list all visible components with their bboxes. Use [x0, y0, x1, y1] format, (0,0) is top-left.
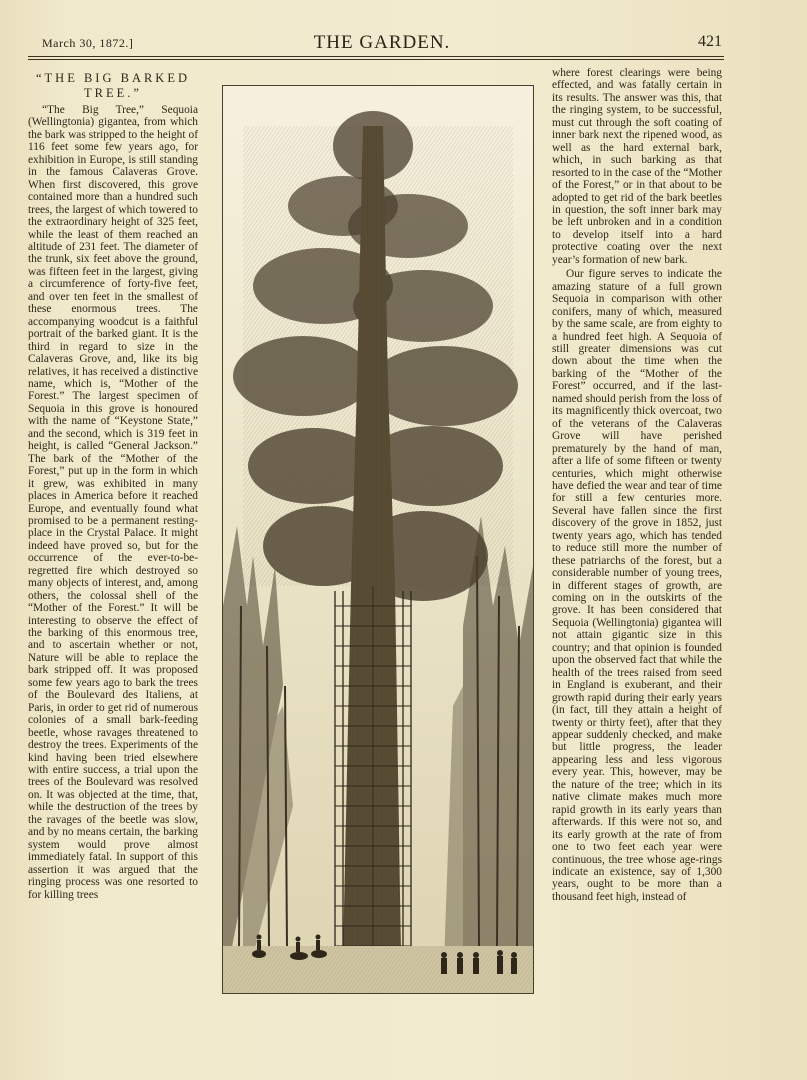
engraving-drawing: [223, 86, 533, 993]
right-paragraph-2: Our figure serves to indicate the amazing stature of a full grown Sequoia in comparison with other conifers, many of which, measured by the same scale, are from eighty to a hundred feet high. A Sequoia of still greater dimensions was cut down about the time when the barking of the “Mother of the Forest” occurred, and if the last-named should perish from the loss of its magnificently thick overcoat, two of the veterans of the Calaveras Grove will have perished prematurely by the hand of man, after a life of some fifteen or twenty centuries, which might otherwise have defied the wear and tear of time for still a few centuries more. Several have fallen since the first discovery of the grove in 1852, just twenty years ago, which has tended to reduce still more the number of these patriarchs of the forest, but a considerable number of young trees, in different stages of growth, are coming on in the outskirts of the grove. It has been considered that Sequoia (Wellingtonia) gigantea will not attain gigantic size in this country; and that opinion is founded upon the observed fact that while the health of the trees raised from seed in England is exuberant, and their growth rapid during their early years (in fact, till they attain a height of twenty or thirty feet), after that they appear suddenly checked, and make but little progress, the leader appearing less and less vigorous every year. This, however, may be the nature of the tree; which in its native climate makes much more rapid growth in its early years than afterwards. If this were not so, and its early growth at the rate of from one to two feet each year were continuous, the tree whose age-rings indicate an existence, say of 1,300 years, ought to be more than a thousand feet high, instead of: [552, 268, 722, 903]
issue-date: March 30, 1872.]: [42, 36, 134, 50]
page-number: 421: [698, 33, 722, 50]
right-column: [552, 67, 722, 903]
page-header: [42, 30, 722, 56]
sequoia-engraving: [222, 85, 534, 994]
right-paragraph-1: where forest clearings were being effected, and was fatally certain in its results. The answer was this, that the ringing system, to be successful, must cut through the soft coating of inner bark next the ripened wood, as well as the hard external bark, which, in such barking as that resorted to in the case of the “Mother of the Forest,” or in that about to be adopted to get rid of the bark beetles in question, the soft inner bark may be left unbroken and in a condition to develop itself into a hard protective coating over the next year’s formation of new bark.: [552, 67, 722, 266]
publication-title: THE GARDEN.: [313, 32, 451, 53]
left-column: [28, 71, 198, 901]
left-paragraph: “The Big Tree,” Sequoia (Wellingtonia) gigantea, from which the bark was stripped to the height of 116 feet some few years ago, for exhibition in Europe, is still standing in the famous Calaveras Grove. When first discovered, this grove contained more than a hundred such trees, the largest of which towered to the extraordinary height of 325 feet, while the least of them reached an altitude of 231 feet. The diameter of the trunk, six feet above the ground, was fifteen feet in the largest, giving a circumference of forty-five feet, and over ten feet in the smallest of these enormous trees. The accompanying woodcut is a faithful portrait of the barked giant. It is the third in regard to size in the Calaveras Grove, and, like its big relatives, it has received a distinctive name, which is, “Mother of the Forest.” The largest specimen of Sequoia in this grove is honoured with the name of “Keystone State,” and the second, which is 319 feet in height, is called “General Jackson.” The bark of the “Mother of the Forest,” put up in the form in which it grew, was exhibited in many places in America before it reached Europe, and eventually found what promised to be a permanent resting-place in the Crystal Palace. It might indeed have proved so, but for the occurrence of the ever-to-be-regretted fire which destroyed so many objects of interest, and, among others, the colossal shell of the “Mother of the Forest.” It will be interesting to observe the effect of the barking of this enormous tree, and to ascertain whether or not, Nature will be able to replace the bark stripped off. It was proposed some few years ago to bark the trees of the Boulevard des Italiens, at Paris, in order to get rid of numerous colonies of a small bark-feeding beetle, whose ravages threatened to destroy the trees. Experiments of the kind having been tried elsewhere with entire success, a trial upon the trees of the Boulevard was resolved on. It was objected at the time, that, while the destruction of the trees by the ravages of the beetle was slow, and by no means certain, the barking system would prove almost immediately fatal. In support of this assertion it was argued that the ringing process was one resorted to for killing trees: [28, 104, 198, 901]
header-rule-thin: [28, 59, 724, 60]
article-title: “THE BIG BARKED TREE.”: [35, 71, 190, 100]
header-rule: [28, 56, 724, 57]
